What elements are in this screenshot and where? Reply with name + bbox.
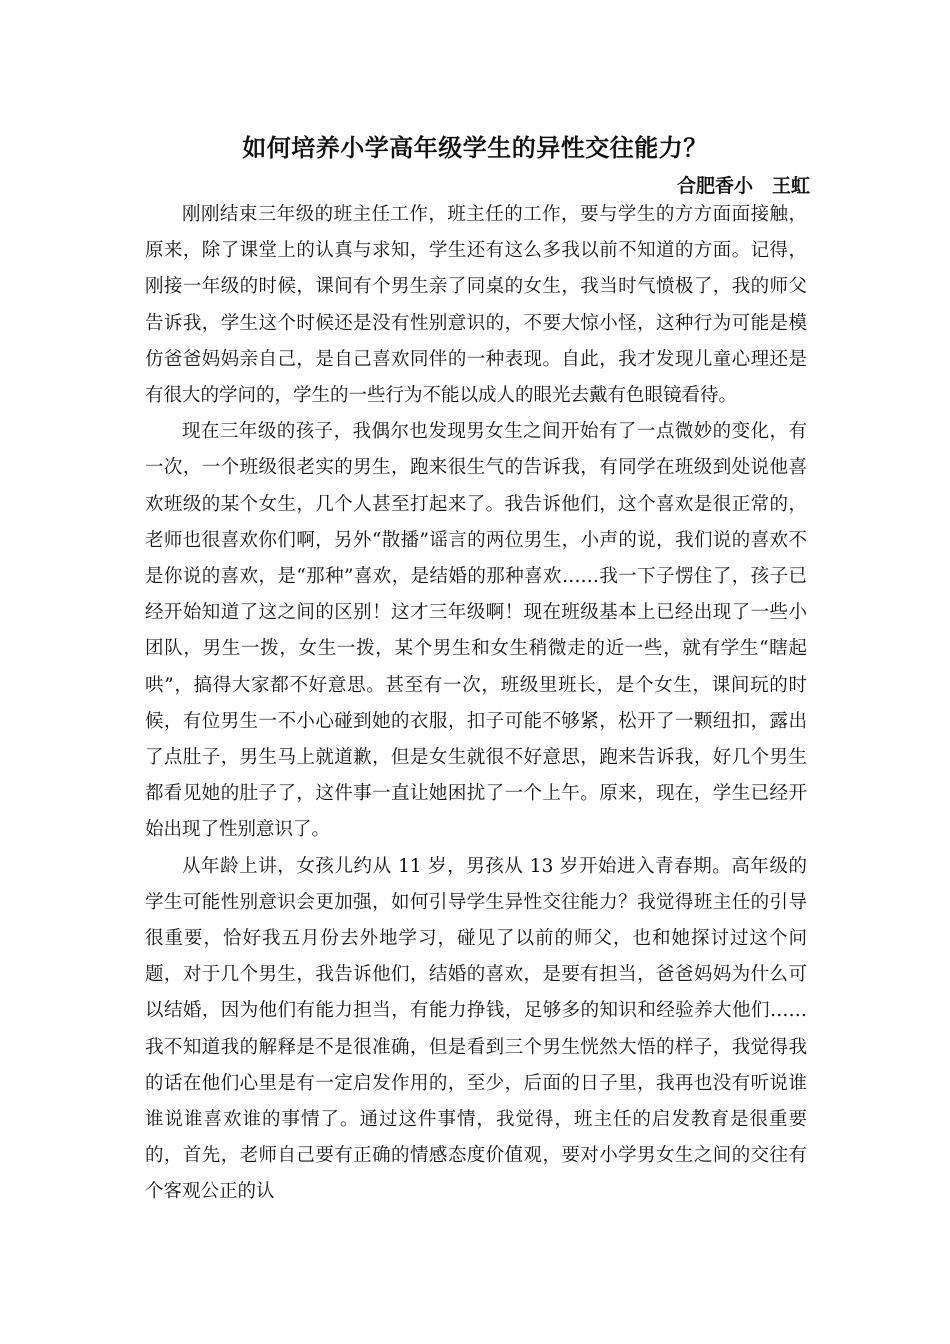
paragraph: 从年龄上讲，女孩儿约从 11 岁，男孩从 13 岁开始进入青春期。高年级的学生可能性别意识会更加强，如何引导学生异性交往能力？我觉得班主任的引导很重要，恰好我五月份去外地学习，碰见了以前的师父，也和她探讨过这个问题，对于几个男生，我告诉他们，结婚的喜欢，是要有担当，爸爸妈妈为什么可以结婚，因为他们有能力担当，有能力挣钱，足够多的知识和经验养大他们……我不知道我的解释是不是很准确，但是看到三个男生恍然大悟的样子，我觉得我的话在他们心里是有一定启发作用的，至少，后面的日子里，我再也没有听说谁谁说谁喜欢谁的事情了。通过这件事情，我觉得，班主任的启发教育是很重要的，首先，老师自己要有正确的情感态度价值观，要对小学男女生之间的交往有个客观公正的认	[145, 855, 807, 1203]
document-author: 合肥香小 王虹	[676, 175, 810, 197]
paragraph: 现在三年级的孩子，我偶尔也发现男女生之间开始有了一点微妙的变化，有一次，一个班级很老实的男生，跑来很生气的告诉我，有同学在班级到处说他喜欢班级的某个女生，几个人甚至打起来了。我告诉他们，这个喜欢是很正常的，老师也很喜欢你们啊，另外“散播”谣言的两位男生，小声的说，我们说的喜欢不是你说的喜欢，是“那种”喜欢，是结婚的那种喜欢……我一下子愣住了，孩子已经开始知道了这之间的区别！这才三年级啊！现在班级基本上已经出现了一些小团队，男生一拨，女生一拨，某个男生和女生稍微走的近一些，就有学生“瞎起哄”，搞得大家都不好意思。甚至有一次，班级里班长，是个女生，课间玩的时候，有位男生一不小心碰到她的衣服，扣子可能不够紧，松开了一颗纽扣，露出了点肚子，男生马上就道歉，但是女生就很不好意思，跑来告诉我，好几个男生都看见她的肚子了，这件事一直让她困扰了一个上午。原来，现在，学生已经开始出现了性别意识了。	[145, 421, 807, 841]
document-title: 如何培养小学高年级学生的异性交往能力？	[242, 133, 708, 162]
paragraph: 刚刚结束三年级的班主任工作，班主任的工作，要与学生的方方面面接触，原来，除了课堂上的认真与求知，学生还有这么多我以前不知道的方面。记得，刚接一年级的时候，课间有个男生亲了同桌的女生，我当时气愤极了，我的师父告诉我，学生这个时候还是没有性别意识的，不要大惊小怪，这种行为可能是模仿爸爸妈妈亲自己，是自己喜欢同伴的一种表现。自此，我才发现儿童心理还是有很大的学问的，学生的一些行为不能以成人的眼光去戴有色眼镜看待。	[145, 204, 807, 407]
document-body	[145, 197, 807, 1211]
